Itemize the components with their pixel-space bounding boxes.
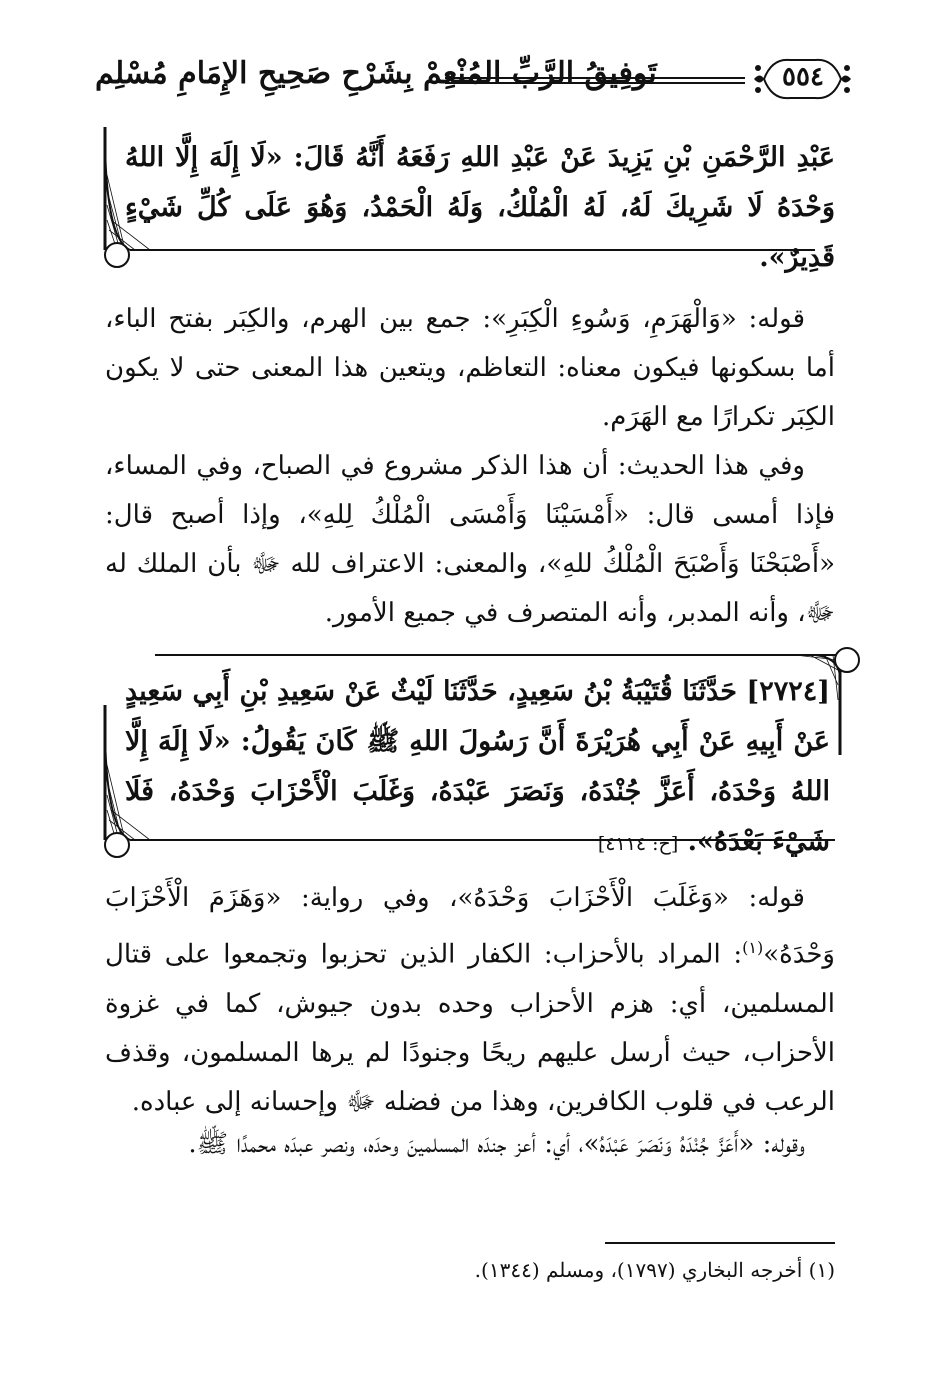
hadith-text-1: عَبْدِ الرَّحْمَنِ بْنِ يَزِيدَ عَنْ عَبْدِ اللهِ رَفَعَهُ أَنَّهُ قَالَ: «لَا إِلَهَ إِلَّا اللهُ وَحْدَهُ لَا شَرِيكَ لَهُ، لَهُ الْمُلْكُ، وَلَهُ الْحَمْدُ، وَهُوَ عَلَى كُلِّ شَيْءٍ قَدِيرٌ».	[125, 142, 835, 273]
hadith-box-2	[95, 645, 863, 860]
hadith-2-reference: [خ: ٤١١٤]	[597, 833, 679, 855]
paragraph-4: وقوله: «أَعَزَّ جُنْدَهُ وَنَصَرَ عَبْدَهُ»، أي: أعز جندَه المسلمينَ وحدَه، ونصر عبدَه محمدًا ﷺ.	[188, 1129, 805, 1159]
footnote: (١) أخرجه البخاري (١٧٩٧)، ومسلم (١٣٤٤).	[474, 1258, 835, 1282]
hadith-2-body: [٢٧٢٤] حَدَّثَنَا قُتَيْبَةُ بْنُ سَعِيدٍ، حَدَّثَنَا لَيْثٌ عَنْ سَعِيدِ بْنِ أَبِي سَعِيدٍ عَنْ أَبِيهِ عَنْ أَبِي هُرَيْرَةَ أَنَّ رَسُولَ اللهِ ﷺ كَانَ يَقُولُ: «لَا إِلَهَ إِلَّا اللهُ وَحْدَهُ، أَعَزَّ جُنْدَهُ، وَنَصَرَ عَبْدَهُ، وَغَلَبَ الْأَحْزَابَ وَحْدَهُ، فَلَا شَيْءَ بَعْدَهُ».	[125, 676, 830, 857]
page-header	[95, 50, 855, 108]
header-rule	[445, 77, 745, 84]
page-number: ٥٥٤	[782, 62, 824, 92]
paragraph-2: وفي هذا الحديث: أن هذا الذكر مشروع في الصباح، وفي المساء، فإذا أمسى قال: «أَمْسَيْنَا وَأَمْسَى الْمُلْكُ لِلهِ»، وإذا أصبح قال: «أَصْبَحْنَا وَأَصْبَحَ الْمُلْكُ للهِ»، والمعنى: الاعتراف لله ﷻ بأن الملك له ﷻ، وأنه المدبر، وأنه المتصرف في جميع الأمور.	[105, 451, 835, 628]
book-title: تَوفِيقُ الرَّبِّ المُنْعِمْ بِشَرْحِ صَحِيحِ الإِمَامِ مُسْلِم	[95, 56, 657, 91]
paragraph-3-start: قوله: «وَغَلَبَ الْأَحْزَابَ وَحْدَهُ»، وفي رواية: «وَهَزَمَ الْأَحْزَابَ وَحْدَهُ»	[105, 883, 835, 970]
hadith-box-1	[95, 125, 840, 275]
paragraph-3-rest: : المراد بالأحزاب: الكفار الذين تحزبوا وتجمعوا على قتال المسلمين، أي: هزم الأحزاب وحده بدون جيوش، كما في غزوة الأحزاب، حيث أرسل عليهم ريحًا وجنودًا لم يرها المسلمون، وقذف الرعب في قلوب الكافرين، وهذا من فضله ﷻ وإحسانه إلى عباده.	[105, 939, 835, 1117]
footnote-rule	[605, 1242, 835, 1244]
paragraph-1: قوله: «وَالْهَرَمِ، وَسُوءِ الْكِبَرِ»: جمع بين الهرم، والكِبَر بفتح الباء، أما بسكونها فيكون معناه: التعاظم، ويتعين هذا المعنى حتى لا يكون الكِبَر تكرارًا مع الهَرَم.	[105, 304, 835, 432]
hadith-text-2	[125, 667, 830, 869]
paragraph-3	[105, 874, 835, 1127]
page-number-ornament	[750, 50, 855, 108]
footnote-marker[interactable]: (١)	[742, 938, 764, 957]
